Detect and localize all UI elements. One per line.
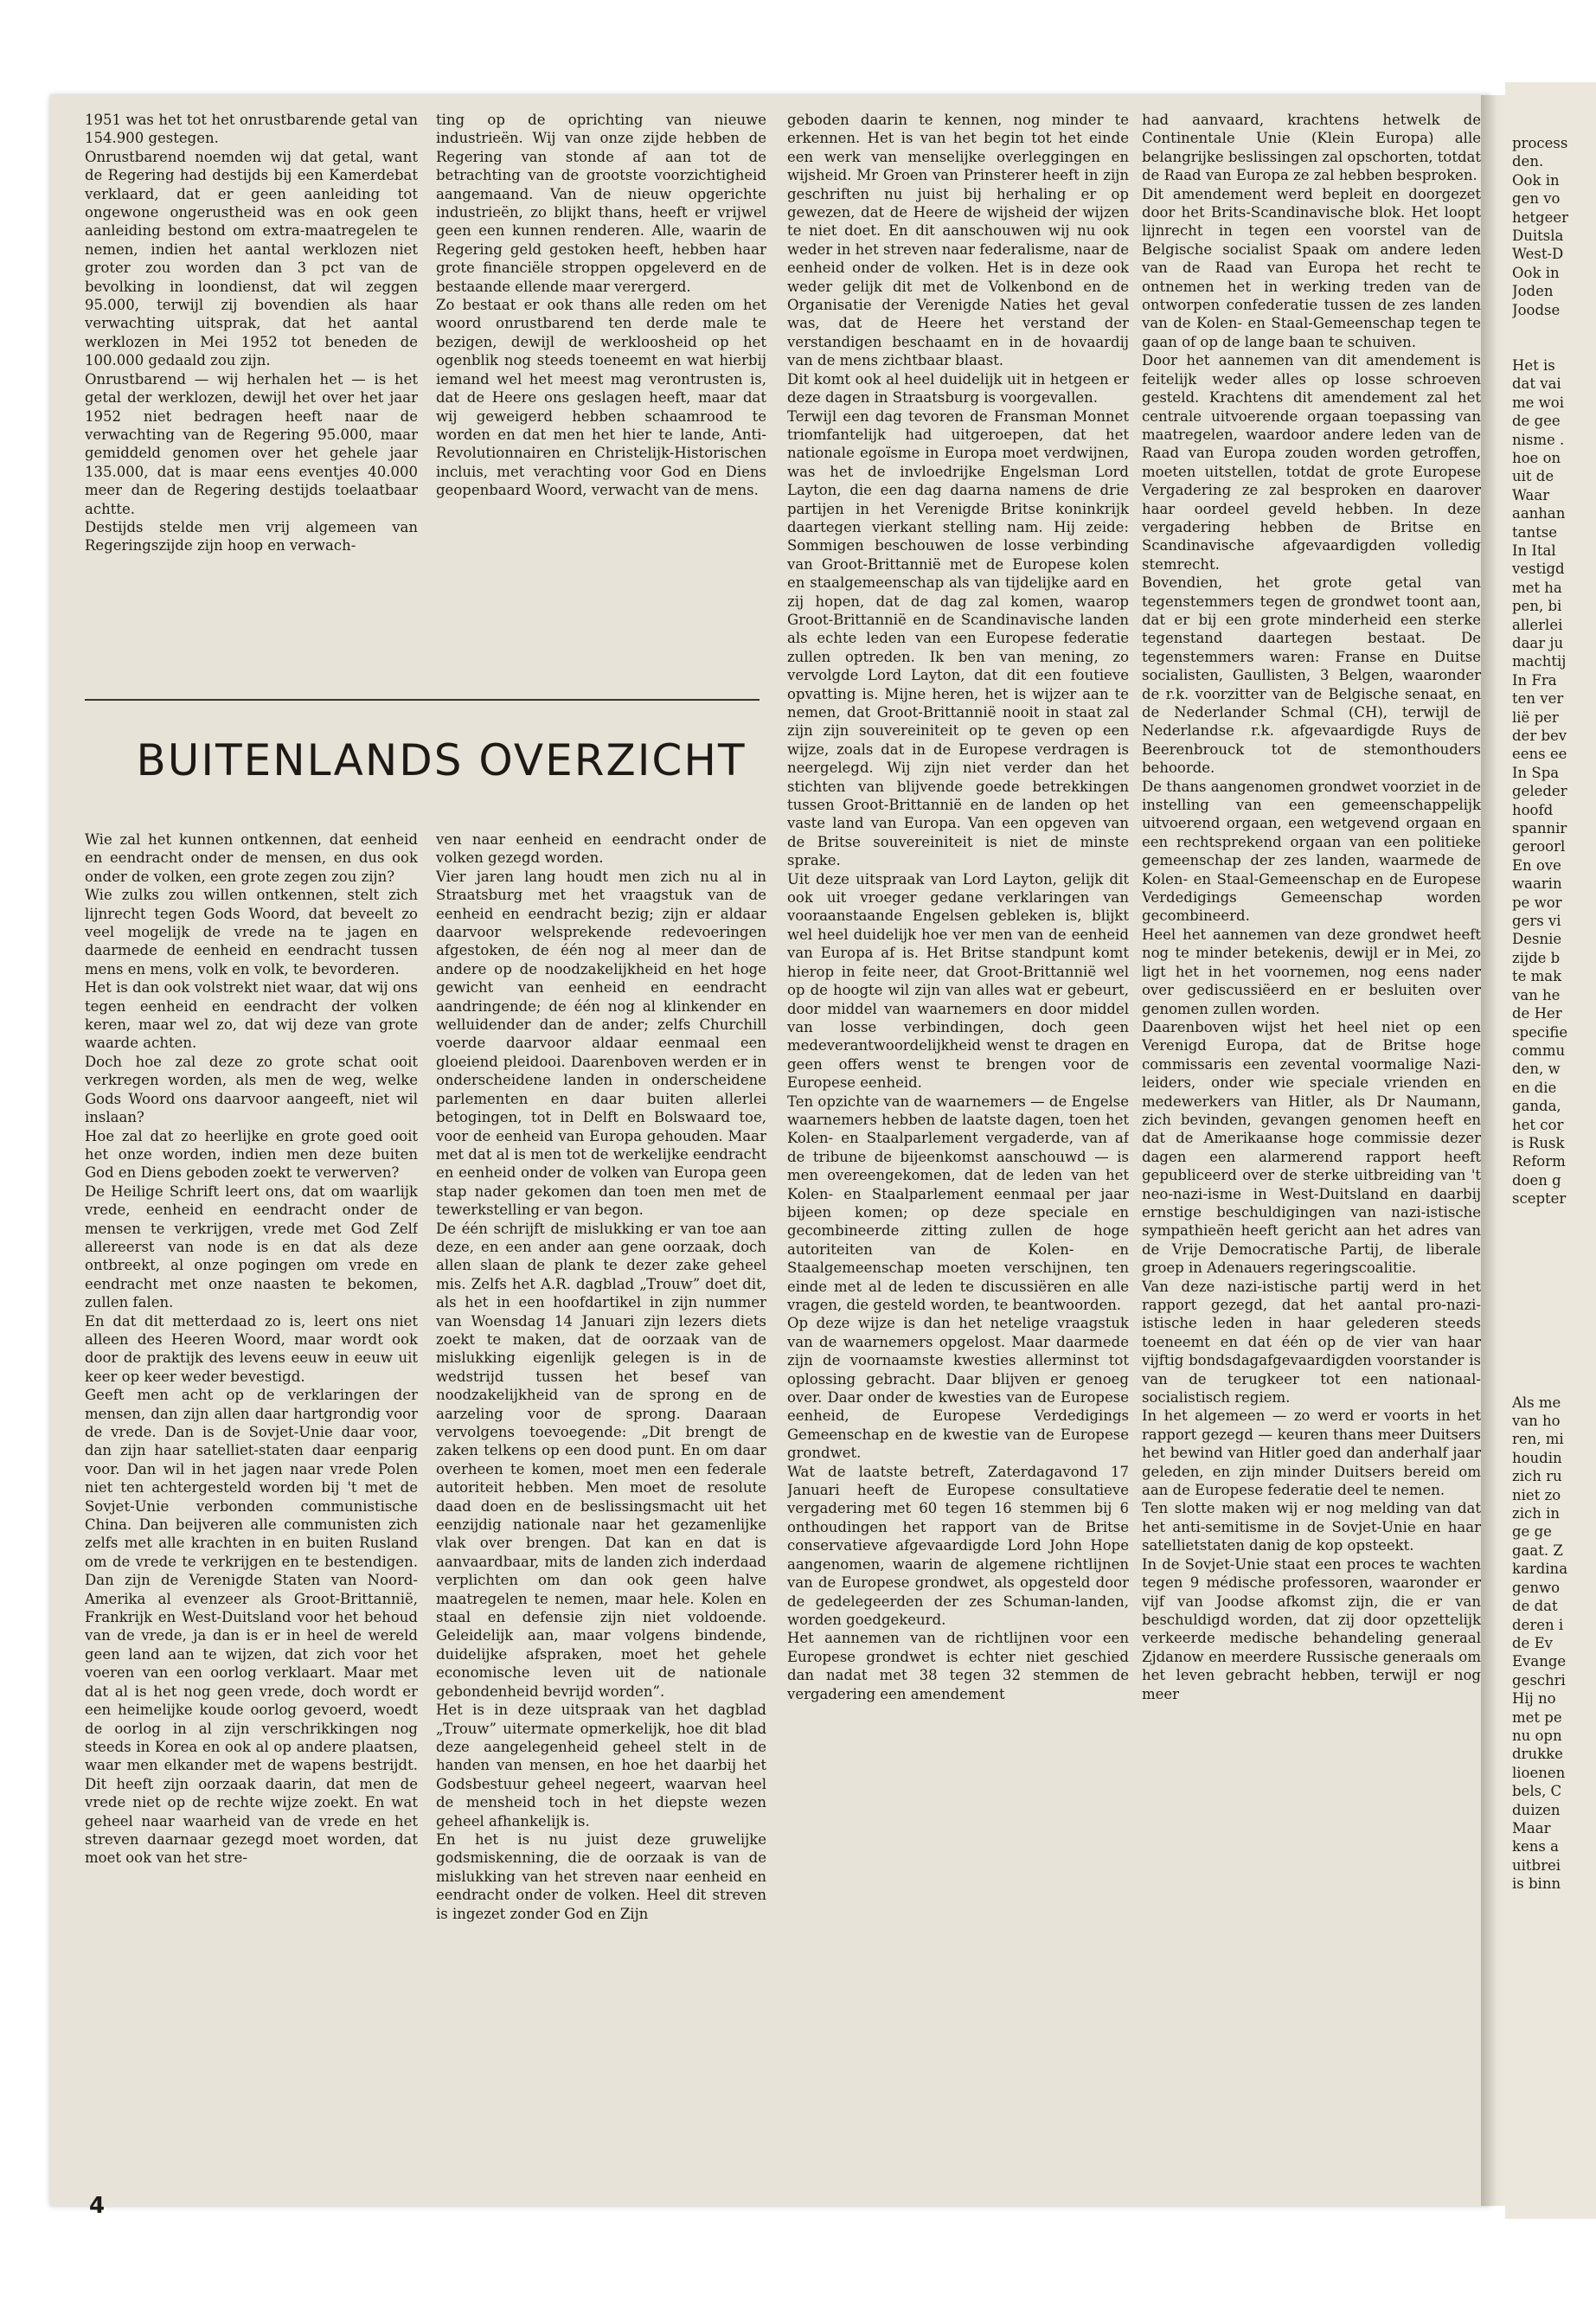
paragraph: geboden daarin te kennen, nog minder te erkennen. Het is van het begin tot het einde een werk van menselijke overleggingen en wijsheid. Mr Groen van Prinsterer heeft in zijn geschriften nu juist bij herhaling er op gewezen, dat de Heere de wijsheid der wijzen te niet doet. En dit aanschouwen wij nu ook weder in het streven naar federalisme, naar de eenheid onder de volken. Het is in deze ook weder gelijk dit met de Volkenbond en de Organisatie der Verenigde Naties het geval was, dat de Heere het verstand der verstandigen beschaamt en in de hovaardij van de mens zichtbaar blaast.	[787, 112, 1129, 369]
fragment-line: lioenen	[1512, 1764, 1566, 1781]
paragraph: Wat de laatste betreft, Zaterdagavond 17 Januari heeft de Europese consultatieve vergadering met 60 tegen 16 stemmen bij 6 onthoudingen het rapport van de Britse conservatieve afgevaardigde Lord John Hope aangenomen, waarin de algemene richtlijnen van de Europese grondwet, als opgesteld door de gedelegeerden der zes Schuman-landen, worden goedgekeurd.	[787, 1463, 1129, 1628]
fragment-line: vestigd	[1512, 561, 1565, 578]
fragment-line: doen g	[1512, 1171, 1561, 1189]
fragment-line: spannir	[1512, 820, 1567, 837]
paragraph: Bovendien, het grote getal van tegenstemmers tegen de grondwet toont aan, dat er bij een grote minderheid een sterke tegenstand daartegen bestaat. De tegenstemmers waren: Franse en Duitse socialisten, Gaullisten, 3 Belgen, waaronder de r.k. voorzitter van de Belgische senaat, en de Nederlander Schmal (CH), terwijl de Nederlandse r.k. afgevaardigde Ruys de Beerenbrouck tot de stemonthouders behoorde.	[1142, 574, 1481, 777]
paragraph: De Heilige Schrift leert ons, dat om waarlijk vrede, eenheid en eendracht onder de mensen te verkrijgen, vrede met God Zelf allereerst van node is en dat als deze ontbreekt, al onze pogingen om vrede en eendracht met onze naasten te bekomen, zullen falen.	[85, 1183, 418, 1311]
fragment-line: kardina	[1512, 1561, 1568, 1578]
fragment-line: ganda,	[1512, 1098, 1561, 1115]
paragraph: Op deze wijze is dan het netelige vraagstuk van de waarnemers opgelost. Maar daarmede zijn de voornaamste kwesties allerminst tot oplossing gebracht. Daar blijven er genoeg over. Daar onder de kwesties van de Europese eenheid, de Europese Verdedigings Gemeenschap en de kwestie van de Europese grondwet.	[787, 1315, 1129, 1462]
fragment-line: Joden	[1512, 283, 1554, 300]
paragraph: Terwijl een dag tevoren de Fransman Monnet triomfantelijk had uitgeroepen, dat het nationale egoïsme in Europa moet verdwijnen, was het de invloedrijke Engelsman Lord Layton, die een dag daarna namens de drie partijen in het Verenigde Britse koninkrijk daartegen vierkant stelling nam. Hij zeide: Sommigen beschouwen de losse verbinding van Groot-Brittannië met de Europese kolen en staalgemeenschap als van tijdelijke aard en zij hopen, dat de dag zal komen, waarop Groot-Brittannië en de Scandinavische landen als echte leden van een Europese federatie zullen optreden. Ik ben van mening, zo vervolgde Lord Layton, dat dit een foutieve opvatting is. Mijne heren, het is wijzer aan te nemen, dat Groot-Brittannië nooit in staat zal zijn zijn souvereiniteit op te geven op een wijze, zoals dat in de Europese verdragen is neergelegd. Wij zijn niet verder dan het stichten van blijvende goede betrekkingen tussen Groot-Brittannië en de landen op het vaste land van Europa. Van een opgeven van de Britse souvereiniteit is niet de minste sprake.	[787, 407, 1129, 869]
fragment-line: nisme .	[1512, 431, 1565, 448]
article-column-bottom-2	[436, 830, 766, 2167]
paragraph: Het aannemen van de richtlijnen voor een Europese grondwet is echter niet geschied dan nadat met 38 tegen 32 stemmen de vergadering een amendement	[787, 1630, 1129, 1702]
fragment-line: deren i	[1512, 1616, 1564, 1633]
fragment-line: het cor	[1512, 1116, 1564, 1133]
fragment-line: duizen	[1512, 1801, 1561, 1818]
fragment-line	[1512, 1375, 1568, 1393]
fragment-line: nu opn	[1512, 1727, 1562, 1744]
fragment-line: zich in	[1512, 1505, 1560, 1522]
fragment-line	[1512, 1301, 1568, 1319]
fragment-line: Het is	[1512, 356, 1555, 374]
fragment-line: geleder	[1512, 783, 1567, 800]
fragment-line: houdin	[1512, 1449, 1562, 1466]
fragment-line: de Ev	[1512, 1634, 1553, 1651]
article-column-3	[787, 111, 1129, 2165]
fragment-line: den.	[1512, 153, 1544, 170]
fragment-line: Desnie	[1512, 931, 1562, 948]
fragment-line: den, w	[1512, 1061, 1561, 1078]
fragment-line	[1512, 1319, 1568, 1337]
paragraph: Wie zal het kunnen ontkennen, dat eenheid en eendracht onder de mensen, en dus ook onder de volken, een grote zegen zou zijn?	[85, 831, 418, 885]
fragment-line: der bev	[1512, 727, 1567, 744]
paragraph: De thans aangenomen grondwet voorziet in de instelling van een gemeenschappelijk uitvoerend orgaan, een wetgevend orgaan en een rechtsprekend orgaan van een politieke gemeenschap der zes landen, waarmede de Kolen- en Staal-Gemeenschap en de Europese Verdedigings Gemeenschap worden gecombineerd.	[1142, 778, 1481, 925]
fragment-line: ren, mi	[1512, 1431, 1564, 1448]
fragment-line: Hij no	[1512, 1690, 1556, 1708]
fragment-line: In Spa	[1512, 764, 1560, 781]
fragment-line: zijde b	[1512, 949, 1561, 966]
facing-page-fragments	[1512, 134, 1568, 1894]
paragraph: En het is nu juist deze gruwelijke godsmiskenning, die de oorzaak is van de mislukking van het streven naar eenheid en eendracht onder de volken. Heel dit streven is ingezet zonder God en Zijn	[436, 1830, 766, 1922]
fragment-line: is Rusk	[1512, 1134, 1565, 1151]
paragraph: Destijds stelde men vrij algemeen van Regeringszijde zijn hoop en verwach-	[85, 518, 418, 554]
fragment-line: Ook in	[1512, 264, 1560, 281]
paragraph: Wie zulks zou willen ontkennen, stelt zich lijnrecht tegen Gods Woord, dat beveelt zo veel mogelijk de vrede na te jagen en daarmede de eenheid en eendracht tussen mens en mens, volk en volk, te bevorderen.	[85, 887, 418, 977]
fragment-line: niet zo	[1512, 1486, 1561, 1503]
fragment-line: kens a	[1512, 1838, 1559, 1856]
paragraph: Hoe zal dat zo heerlijke en grote goed ooit het onze worden, indien men deze buiten God en Diens geboden zoekt te verwerven?	[85, 1127, 418, 1182]
fragment-line: In Ital	[1512, 542, 1556, 559]
paragraph: ting op de oprichting van nieuwe industrieën. Wij van onze zijde hebben de Regering van stonde af aan tot de betrachting van de grootste voorzichtigheid aangemaand. Van de nieuw opgerichte industrieën, zo blijkt thans, heeft er vrijwel geen een kunnen renderen. Alle, waarin de Regering geld gestoken heeft, hebben haar grote financiële stroppen opgeleverd en de bestaande ellende maar verergerd.	[436, 112, 766, 295]
fragment-line	[1512, 1208, 1568, 1227]
fragment-line: waarin	[1512, 875, 1562, 893]
fragment-line: gers vi	[1512, 913, 1561, 930]
fragment-line: West-D	[1512, 246, 1564, 263]
fragment-line: de gee	[1512, 413, 1561, 430]
fragment-line: zich ru	[1512, 1468, 1562, 1485]
fragment-line	[1512, 337, 1568, 356]
fragment-line	[1512, 1356, 1568, 1375]
paragraph: Doch hoe zal deze zo grote schat ooit verkregen worden, als men de weg, welke Gods Woord ons daarvoor aangeeft, niet wil inslaan?	[85, 1053, 418, 1126]
fragment-line: met ha	[1512, 579, 1562, 596]
fragment-line: drukke	[1512, 1746, 1563, 1763]
paragraph: In de Sovjet-Unie staat een proces te wachten tegen 9 médische professoren, waaronder er vijf van Joodse afkomst zijn, die er van beschuldigd worden, dat zij door opzettelijk verkeerde medische behandeling generaal Zjdanow en meerdere Russische generaals om het leven gebracht hebben, terwijl er nog meer	[1142, 1555, 1481, 1702]
fragment-line: Als me	[1512, 1394, 1561, 1411]
paragraph: Dit komt ook al heel duidelijk uit in hetgeen er deze dagen in Straatsburg is voorgevallen.	[787, 370, 1129, 407]
paragraph: Onrustbarend noemden wij dat getal, want de Regering had destijds bij een Kamerdebat verklaard, dat er geen aanleiding tot ongewone ongerustheid was en ook geen aanleiding bestond om extra-maatregelen te nemen, indien het aantal werklozen niet groter zou worden dan 3 pct van de bevolking in loondienst, dat wil zeggen 95.000, terwijl zij bovendien als haar verwachting uitsprak, dat het aantal werklozen in Mei 1952 tot beneden de 100.000 gedaald zou zijn.	[85, 148, 418, 369]
page-number: 4	[89, 2193, 106, 2219]
fragment-line: Maar	[1512, 1819, 1551, 1836]
fragment-line: eens ee	[1512, 746, 1567, 763]
fragment-line: Waar	[1512, 486, 1550, 503]
fragment-line: daar ju	[1512, 634, 1564, 651]
fragment-line: geroorl	[1512, 838, 1566, 856]
fragment-line: dat vai	[1512, 375, 1561, 393]
fragment-line: lië per	[1512, 708, 1559, 726]
paragraph: Zo bestaat er ook thans alle reden om het woord onrustbarend ten derde male te bezigen, dewijl de werkloosheid op het ogenblik nog steeds toeneemt en wat hierbij iemand wel het meest mag verontrusten is, dat de Heere ons geslagen heeft, maar dat wij geweigerd hebben schaamrood te worden en dat men het hier te lande, Anti-Revolutionnairen en Christelijk-Historischen incluis, met verachting voor God en Diens geopenbaard Woord, verwacht van de mens.	[436, 297, 766, 499]
fragment-line: gaat. Z	[1512, 1541, 1563, 1559]
fragment-line: met pe	[1512, 1708, 1562, 1726]
fragment-line	[1512, 1282, 1568, 1300]
paragraph: Dit amendement werd bepleit en doorgezet door het Brits-Scandinavische blok. Het loopt lijnrecht in tegen een voorstel van de Belgische socialist Spaak om andere leden van de Raad van Europa het recht te ontnemen het in werking treden van de ontworpen confederatie tussen de zes landen van de Kolen- en Staal-Gemeenschap tegen te gaan of op de lange baan te schuiven.	[1142, 185, 1481, 350]
article-column-top-2	[436, 111, 766, 682]
fragment-line: commu	[1512, 1042, 1566, 1059]
fragment-line: In Fra	[1512, 671, 1557, 689]
fragment-line: uit de	[1512, 468, 1554, 485]
paragraph: Geeft men acht op de verklaringen der mensen, dan zijn allen daar hartgrondig voor de vrede. Dan is de Sovjet-Unie daar voor, dan zijn haar satelliet-staten daar eenparig voor. Dan wil in het jagen naar vrede Polen niet ten achtergesteld worden bij 't met de Sovjet-Unie verbonden communistische China. Dan beijveren alle communisten zich zelfs met alle krachten in en buiten Rusland om de vrede te verkrijgen en te bestendigen. Dan zijn de Verenigde Staten van Noord-Amerika al evenzeer als Groot-Brittannië, Frankrijk en West-Duitsland voor het behoud van de vrede, ja dan is er in heel de wereld geen land aan te wijzen, dat zich voor het voeren van een oorlog verklaart. Maar met dat al is het nog geen vrede, doch wordt er een heimelijke koude oorlog gevoerd, woedt de oorlog in al zijn verschrikkingen nog steeds in Korea en ook al op andere plaatsen, waar men elkander met de wapens bestrijdt. Dit heeft zijn oorzaak daarin, dat men de vrede niet op de rechte wijze zoekt. En wat geheel naar waarheid van de vrede en het streven daarnaar gezegd moet worden, dat moet ook van het stre-	[85, 1387, 418, 1867]
article-column-bottom-1	[85, 830, 418, 2167]
article-column-top-1	[85, 111, 418, 682]
fragment-line	[1512, 1337, 1568, 1356]
fragment-line	[1512, 319, 1568, 337]
paragraph: Uit deze uitspraak van Lord Layton, gelijk dit ook uit vroeger gedane verklaringen van vooraanstaande Engelsen gebleken is, blijkt wel heel duidelijk hoe ver men van de eenheid van Europa af is. Het Britse standpunt komt hierop in feite neer, dat Groot-Brittannië wel op de hoogte wil zijn van alles wat er gebeurt, door middel van waarnemers en door middel van losse verbindingen, doch geen medeverantwoordelijkheid wenst te dragen en geen offers wenst te brengen voor de Europese eenheid.	[787, 870, 1129, 1092]
fragment-line: hoofd	[1512, 801, 1554, 818]
fragment-line: En ove	[1512, 856, 1561, 874]
fragment-line: van ho	[1512, 1413, 1561, 1430]
fragment-line: hoe on	[1512, 449, 1561, 466]
paragraph: Het is in deze uitspraak van het dagblad „Trouw” uitermate opmerkelijk, hoe dit blad deze aangelegenheid geheel stelt in de handen van mensen, en hoe het daarbij het Godsbestuur geheel negeert, waarvan heel de mensheid toch in het diepste wezen geheel afhankelijk is.	[436, 1702, 766, 1830]
fragment-line: process	[1512, 135, 1568, 151]
fragment-line: aanhan	[1512, 505, 1566, 522]
paragraph: In het algemeen — zo werd er voorts in het rapport gezegd — keuren thans meer Duitsers het bewind van Hitler goed dan anderhalf jaar geleden, en zijn minder Duitsers bereid om aan de Europese federatie deel te nemen.	[1142, 1407, 1481, 1499]
fragment-line: geschri	[1512, 1671, 1566, 1689]
paragraph: 1951 was het tot het onrustbarende getal van 154.900 gestegen.	[85, 112, 418, 147]
fragment-line: allerlei	[1512, 616, 1563, 633]
fragment-line: ge ge	[1512, 1523, 1552, 1541]
fragment-line: Ook in	[1512, 171, 1560, 189]
paragraph: Het is dan ook volstrekt niet waar, dat wij ons tegen eenheid en eendracht der volken keren, maar wel zo, dat wij deze van grote waarde achten.	[85, 979, 418, 1052]
paragraph: Door het aannemen van dit amendement is feitelijk weder alles op losse schroeven gesteld. Krachtens dit amendement zal het centrale uitvoerende orgaan toepassing van maatregelen, waardoor andere leden van de Raad van Europa zouden worden getroffen, moeten uitstellen, totdat de grote Europese Vergadering ze zal besproken en daarover haar oordeel geveld hebben. In deze vergadering hebben de Britse en Scandinavische afgevaardigden volledig stemrecht.	[1142, 352, 1481, 573]
fragment-line: is binn	[1512, 1875, 1561, 1893]
fragment-line: pen, bi	[1512, 598, 1562, 615]
fragment-line: specifie	[1512, 1023, 1568, 1041]
fragment-line: hetgeer	[1512, 208, 1569, 226]
fragment-line: tantse	[1512, 523, 1557, 541]
paragraph: Ten slotte maken wij er nog melding van dat het anti-semitisme in de Sovjet-Unie en haar satellietstaten danig de kop opsteekt.	[1142, 1500, 1481, 1554]
fragment-line: van he	[1512, 986, 1561, 1003]
fragment-line: de Her	[1512, 1005, 1562, 1022]
paragraph: De één schrijft de mislukking er van toe aan deze, en een ander aan gene oorzaak, doch allen slaan de plank te dezer zake geheel mis. Zelfs het A.R. dagblad „Trouw” doet dit, als het in een hoofdartikel in zijn nummer van Woensdag 14 Januari zijn lezers diets zoekt te maken, dat de oorzaak van de mislukking eigenlijk gelegen is in de wedstrijd tussen het besef van noodzakelijkheid van de sprong en de aarzeling voor de sprong. Daaraan vervolgens toevoegende: „Dit brengt de zaken telkens op een dood punt. En om daar overheen te komen, moet men een federale autoriteit hebben. Men moet de resolute daad doen en de beslissingsmacht uit het eenzijdig nationale naar het gezamenlijke vlak over brengen. Dat kan en dat is aanvaardbaar, mits de landen zich inderdaad verplichten om dan ook geen halve maatregelen te nemen, maar hele. Kolen en staal en defensie zijn niet voldoende. Geleidelijk aan, maar volgens bindende, duidelijke afspraken, moet het gehele economische leven uit de nationale gebondenheid bevrijd worden”.	[436, 1220, 766, 1700]
fragment-line: Evange	[1512, 1653, 1567, 1670]
fragment-line: pe wor	[1512, 894, 1562, 911]
paragraph: had aanvaard, krachtens hetwelk de Continentale Unie (Klein Europa) alle belangrijke beslissingen zal opschorten, totdat de Raad van Europa ze zal hebben besproken.	[1142, 112, 1481, 184]
paragraph: Vier jaren lang houdt men zich nu al in Straatsburg met het vraagstuk van de eenheid en eendracht bezig; zijn er aldaar daarvoor welsprekende redevoeringen afgestoken, de één nog al meer dan de andere op de noodzakelijkheid en het hoge gewicht van eenheid en eendracht aandringende; de één nog al klinkender en welluidender dan de ander; zelfs Churchill voerde daarvoor aldaar eenmaal een gloeiend pleidooi. Daarenboven werden er in onderscheidene landen in onderscheidene parlementen en daar buiten allerlei betogingen, tot in Delft en Bolswaard toe, voor de eenheid van Europa gehouden. Maar met dat al is men tot de werkelijke eendracht en eenheid onder de volken van Europa geen stap nader gekomen dan toen men met de tewerkstelling er van begon.	[436, 868, 766, 1219]
fragment-line: uitbrei	[1512, 1856, 1561, 1874]
fragment-line: Joodse	[1512, 301, 1561, 318]
fragment-line	[1512, 1245, 1568, 1263]
fragment-line	[1512, 1227, 1568, 1245]
paragraph: Van deze nazi-istische partij werd in het rapport gezegd, dat het aantal pro-nazi-istische leden in haar gelederen steeds toeneemt en dat één op de vier van haar vijftig bondsdagafgevaardigden voorstander is van de terugkeer tot een nationaal-socialistisch regiem.	[1142, 1278, 1481, 1407]
fragment-line: bels, C	[1512, 1783, 1562, 1800]
paragraph: En dat dit metterdaad zo is, leert ons niet alleen des Heeren Woord, maar wordt ook door de praktijk des levens eeuw in eeuw uit keer op keer weder bevestigd.	[85, 1312, 418, 1385]
fragment-line: Duitsla	[1512, 228, 1564, 245]
fragment-line: me woi	[1512, 394, 1564, 411]
paragraph: Daarenboven wijst het heel niet op een Verenigd Europa, dat de Britse hoge commissaris een zevental voormalige Nazi-leiders, onder wie speciale vrienden en medewerkers van Hitler, als Dr Naumann, zich bevinden, gevangen genomen heeft en dat de Amerikaanse hoge commissie dezer dagen een alarmerend rapport heeft gepubliceerd over de sterke uitbreiding van 't neo-nazi-isme in West-Duitsland en daarbij ernstige beschuldigingen van nazi-istische sympathieën heeft gericht aan het adres van de Vrije Democratische Partij, de liberale groep in Adenauers regeringscoalitie.	[1142, 1018, 1481, 1277]
fragment-line: de dat	[1512, 1598, 1558, 1615]
fragment-line: ten ver	[1512, 690, 1564, 708]
article-column-4	[1142, 111, 1481, 2165]
fragment-line: te mak	[1512, 968, 1562, 985]
fragment-line: genwo	[1512, 1579, 1561, 1596]
paragraph: Ten opzichte van de waarnemers — de Engelse waarnemers hebben de laatste dagen, toen het Kolen- en Staalparlement vergaderde, van af de tribune de bijeenkomst aanschouwd — is men overeengekomen, dat de leden van het Kolen- en Staalparlement eenmaal per jaar bijeen komen; op deze speciale en gecombineerde zitting zullen de hoge autoriteiten van de Kolen- en Staalgemeenschap moeten verschijnen, ten einde met al de leden te discussiëren en alle vragen, die gesteld worden, te beantwoorden.	[787, 1093, 1129, 1313]
paragraph: Heel het aannemen van deze grondwet heeft nog te minder betekenis, dewijl er in Mei, zo ligt het in het voornemen, nog eens nader over gediscussiëerd en er besluiten over genomen zullen worden.	[1142, 926, 1481, 1017]
fragment-line: scepter	[1512, 1190, 1567, 1208]
section-divider	[85, 699, 760, 701]
fragment-line: gen vo	[1512, 190, 1561, 208]
section-heading: BUITENLANDS OVERZICHT	[136, 735, 747, 785]
fragment-line: en die	[1512, 1079, 1557, 1096]
fragment-line: machtij	[1512, 653, 1567, 670]
facing-page-edge	[1505, 82, 1596, 2219]
fragment-line: Reform	[1512, 1153, 1566, 1170]
paragraph: ven naar eenheid en eendracht onder de volken gezegd worden.	[436, 831, 766, 867]
paragraph: Onrustbarend — wij herhalen het — is het getal der werklozen, dewijl het over het jaar 1952 niet bedragen heeft naar de verwachting van de Regering 95.000, maar gemiddeld genomen over het gehele jaar 135.000, dat is maar eens eventjes 40.000 meer dan de Regering destijds toelaatbaar achtte.	[85, 370, 418, 517]
fragment-line	[1512, 1264, 1568, 1282]
